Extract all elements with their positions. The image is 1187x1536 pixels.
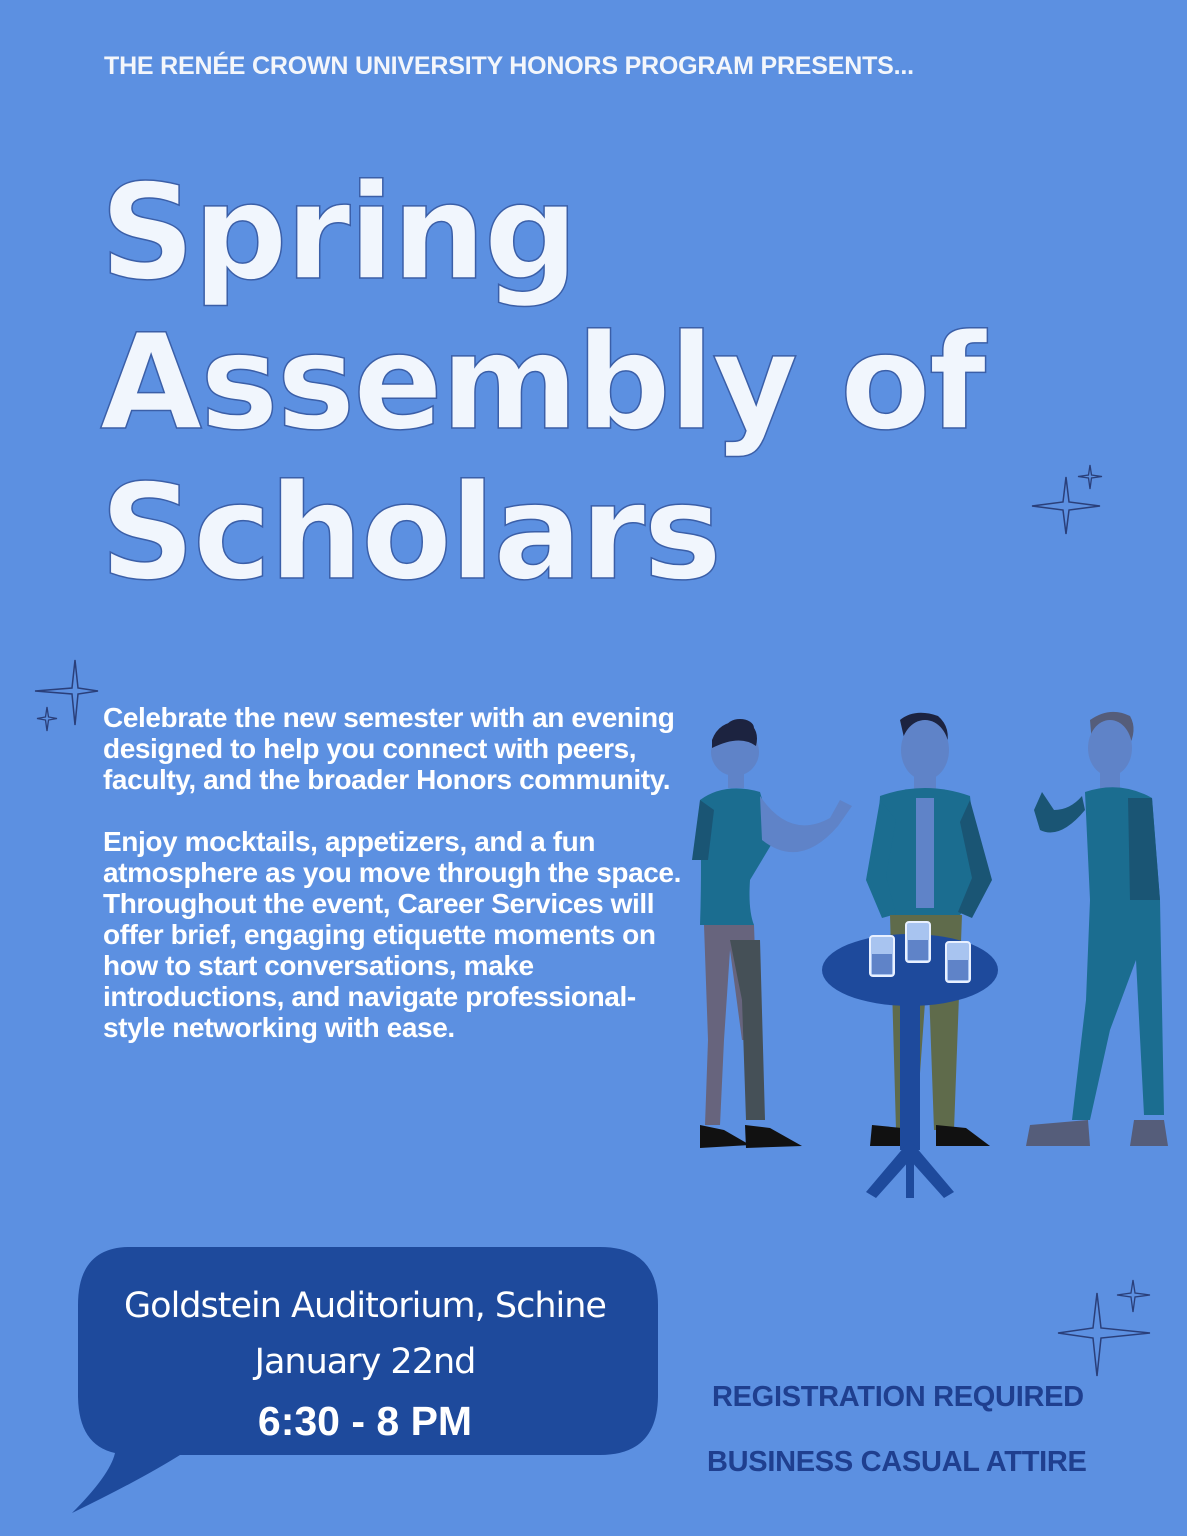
event-location: Goldstein Auditorium, Schine xyxy=(124,1286,606,1326)
sparkle-icon xyxy=(1028,462,1108,537)
sparkle-icon xyxy=(1055,1278,1155,1378)
event-details xyxy=(85,1278,645,1452)
title-line-2: Assembly of xyxy=(100,306,985,460)
description-paragraph-1: Celebrate the new semester with an evening designed to help you connect with peers, faculty, and the broader Honors community. xyxy=(103,702,675,795)
presenter-line: THE RENÉE CROWN UNIVERSITY HONORS PROGRAM PRESENTS... xyxy=(104,52,914,80)
person-woman xyxy=(692,719,852,1148)
people-networking-illustration xyxy=(690,700,1180,1210)
event-description xyxy=(103,702,683,1074)
sparkle-icon xyxy=(30,655,100,735)
event-time: 6:30 - 8 PM xyxy=(257,1398,473,1444)
title-line-3: Scholars xyxy=(100,456,720,610)
registration-note: REGISTRATION REQUIRED xyxy=(712,1381,1084,1413)
person-man-right xyxy=(1026,712,1168,1146)
event-title xyxy=(100,158,1100,608)
description-paragraph-2: Enjoy mocktails, appetizers, and a fun atmosphere as you move through the space. Throughout the event, Career Services will offer brief, engaging etiquette moments on how to start conversations, make introductions, and navigate professional-style networking with ease. xyxy=(103,826,681,1043)
cocktail-table xyxy=(822,934,998,1198)
title-line-1: Spring xyxy=(100,156,577,310)
event-date: January 22nd xyxy=(254,1342,476,1382)
attire-note: BUSINESS CASUAL ATTIRE xyxy=(707,1446,1087,1478)
